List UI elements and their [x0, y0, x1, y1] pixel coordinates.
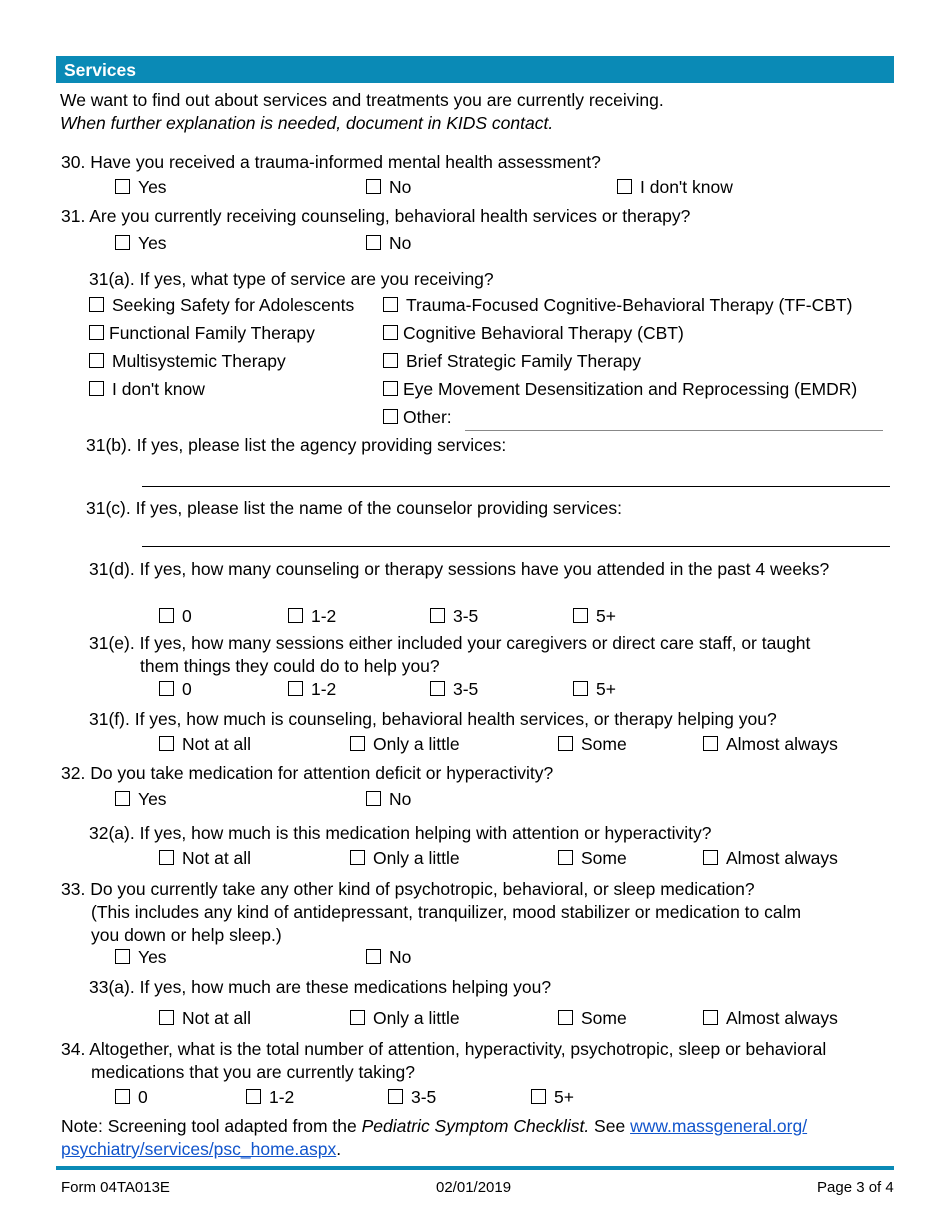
- section-header: [56, 56, 894, 83]
- footer-divider: [56, 1166, 894, 1170]
- checkbox[interactable]: [531, 1089, 546, 1104]
- checkbox[interactable]: [350, 736, 365, 751]
- checkbox[interactable]: [89, 381, 104, 396]
- q31-yes-option[interactable]: Yes: [115, 232, 167, 254]
- q32a-only-a-little-option[interactable]: Only a little: [350, 847, 460, 869]
- intro-text: We want to find out about services and treatments you are currently receiving.: [60, 90, 664, 110]
- q31a-other-input-line[interactable]: [465, 430, 883, 431]
- checkbox[interactable]: [366, 791, 381, 806]
- checkbox[interactable]: [115, 1089, 130, 1104]
- q33a-almost-always-option[interactable]: Almost always: [703, 1007, 838, 1029]
- checkbox[interactable]: [89, 353, 104, 368]
- checkbox[interactable]: [703, 736, 718, 751]
- checkbox[interactable]: [573, 681, 588, 696]
- q32a-some-option[interactable]: Some: [558, 847, 627, 869]
- checkbox[interactable]: [350, 850, 365, 865]
- checkbox[interactable]: [383, 353, 398, 368]
- q31a-multisystemic-option[interactable]: Multisystemic Therapy: [89, 350, 286, 372]
- question-31c: 31(c). If yes, please list the name of the counselor providing services:: [86, 498, 622, 518]
- q31a-emdr-option[interactable]: Eye Movement Desensitization and Reprocessing (EMDR): [383, 378, 857, 400]
- q31-no-option[interactable]: No: [366, 232, 411, 254]
- checkbox[interactable]: [573, 608, 588, 623]
- checkbox[interactable]: [115, 791, 130, 806]
- checkbox[interactable]: [159, 681, 174, 696]
- psc-link[interactable]: www.massgeneral.org/: [630, 1116, 808, 1136]
- q33-yes-option[interactable]: Yes: [115, 946, 167, 968]
- checkbox[interactable]: [159, 608, 174, 623]
- q32-yes-option[interactable]: Yes: [115, 788, 167, 810]
- q30-dont-know-option[interactable]: I don't know: [617, 176, 733, 198]
- checkbox[interactable]: [703, 1010, 718, 1025]
- question-33: 33. Do you currently take any other kind of psychotropic, behavioral, or sleep medication?: [61, 879, 755, 899]
- q32-no-option[interactable]: No: [366, 788, 411, 810]
- question-33-cont-1: (This includes any kind of antidepressant, tranquilizer, mood stabilizer or medication to calm: [91, 902, 802, 922]
- checkbox[interactable]: [430, 681, 445, 696]
- checkbox[interactable]: [159, 736, 174, 751]
- q31e-option-0[interactable]: 0: [159, 678, 192, 700]
- q31c-counselor-input-line[interactable]: [142, 546, 890, 547]
- question-31e-cont: them things they could do to help you?: [140, 656, 440, 676]
- q31a-other-option[interactable]: Other:: [383, 406, 452, 428]
- checkbox[interactable]: [159, 1010, 174, 1025]
- q31d-option-5-plus[interactable]: 5+: [573, 605, 616, 627]
- footer-date: 02/01/2019: [436, 1179, 512, 1196]
- question-33a: 33(a). If yes, how much are these medications helping you?: [89, 977, 552, 997]
- q31f-some-option[interactable]: Some: [558, 733, 627, 755]
- question-31: 31. Are you currently receiving counseling, behavioral health services or therapy?: [61, 206, 691, 226]
- q31a-dont-know-option[interactable]: I don't know: [89, 378, 205, 400]
- question-31e: 31(e). If yes, how many sessions either included your caregivers or direct care staff, or taught: [89, 633, 811, 653]
- q31b-agency-input-line[interactable]: [142, 486, 890, 487]
- q34-option-1-2[interactable]: 1-2: [246, 1086, 294, 1108]
- q31e-option-5-plus[interactable]: 5+: [573, 678, 616, 700]
- question-32a: 32(a). If yes, how much is this medication helping with attention or hyperactivity?: [89, 823, 712, 843]
- q31a-cbt-option[interactable]: Cognitive Behavioral Therapy (CBT): [383, 322, 684, 344]
- checkbox[interactable]: [558, 1010, 573, 1025]
- q31d-option-3-5[interactable]: 3-5: [430, 605, 478, 627]
- q33-no-option[interactable]: No: [366, 946, 411, 968]
- q31a-tf-cbt-option[interactable]: Trauma-Focused Cognitive-Behavioral Therapy (TF-CBT): [383, 294, 852, 316]
- q31d-option-1-2[interactable]: 1-2: [288, 605, 336, 627]
- checkbox[interactable]: [366, 949, 381, 964]
- checkbox[interactable]: [383, 297, 398, 312]
- question-31d: 31(d). If yes, how many counseling or therapy sessions have you attended in the past 4 weeks?: [89, 559, 830, 579]
- question-31f: 31(f). If yes, how much is counseling, behavioral health services, or therapy helping you?: [89, 709, 777, 729]
- footer-form-number: Form 04TA013E: [61, 1179, 170, 1196]
- intro-instruction: When further explanation is needed, document in KIDS contact.: [60, 113, 554, 133]
- checkbox[interactable]: [366, 179, 381, 194]
- q31a-seeking-safety-option[interactable]: Seeking Safety for Adolescents: [89, 294, 354, 316]
- psc-link-cont[interactable]: psychiatry/services/psc_home.aspx: [61, 1139, 337, 1159]
- question-31b: 31(b). If yes, please list the agency providing services:: [86, 435, 507, 455]
- checkbox[interactable]: [703, 850, 718, 865]
- question-32: 32. Do you take medication for attention deficit or hyperactivity?: [61, 763, 554, 783]
- note: Note: Screening tool adapted from the Pediatric Symptom Checklist. See www.massgeneral.org/: [61, 1116, 808, 1136]
- q31d-option-0[interactable]: 0: [159, 605, 192, 627]
- checkbox[interactable]: [159, 850, 174, 865]
- checkbox[interactable]: [558, 850, 573, 865]
- checkbox[interactable]: [288, 608, 303, 623]
- q34-option-5-plus[interactable]: 5+: [531, 1086, 574, 1108]
- checkbox[interactable]: [558, 736, 573, 751]
- q32a-almost-always-option[interactable]: Almost always: [703, 847, 838, 869]
- q31a-functional-family-option[interactable]: Functional Family Therapy: [89, 322, 315, 344]
- checkbox[interactable]: [383, 381, 398, 396]
- checkbox[interactable]: [246, 1089, 261, 1104]
- checkbox[interactable]: [288, 681, 303, 696]
- note-cont: psychiatry/services/psc_home.aspx.: [61, 1139, 342, 1159]
- checkbox[interactable]: [115, 179, 130, 194]
- checkbox[interactable]: [115, 235, 130, 250]
- q33a-only-a-little-option[interactable]: Only a little: [350, 1007, 460, 1029]
- q31f-not-at-all-option[interactable]: Not at all: [159, 733, 251, 755]
- q31e-option-3-5[interactable]: 3-5: [430, 678, 478, 700]
- q31f-only-a-little-option[interactable]: Only a little: [350, 733, 460, 755]
- checkbox[interactable]: [366, 235, 381, 250]
- checkbox[interactable]: [617, 179, 632, 194]
- q34-option-0[interactable]: 0: [115, 1086, 148, 1108]
- checkbox[interactable]: [383, 325, 398, 340]
- q31e-option-1-2[interactable]: 1-2: [288, 678, 336, 700]
- question-33-cont-2: you down or help sleep.): [91, 925, 282, 945]
- question-31a: 31(a). If yes, what type of service are you receiving?: [89, 269, 494, 289]
- question-30: 30. Have you received a trauma-informed mental health assessment?: [61, 152, 601, 172]
- section-title: Services: [64, 60, 137, 80]
- q30-yes-option[interactable]: Yes: [115, 176, 167, 198]
- checkbox[interactable]: [383, 409, 398, 424]
- q31f-almost-always-option[interactable]: Almost always: [703, 733, 838, 755]
- q34-option-3-5[interactable]: 3-5: [388, 1086, 436, 1108]
- checkbox[interactable]: [350, 1010, 365, 1025]
- question-34-cont: medications that you are currently taking?: [91, 1062, 415, 1082]
- q31a-brief-strategic-option[interactable]: Brief Strategic Family Therapy: [383, 350, 641, 372]
- checkbox[interactable]: [115, 949, 130, 964]
- footer-page-number: Page 3 of 4: [817, 1179, 894, 1196]
- q33a-not-at-all-option[interactable]: Not at all: [159, 1007, 251, 1029]
- question-34: 34. Altogether, what is the total number of attention, hyperactivity, psychotropic, sleep or behavioral: [61, 1039, 827, 1059]
- q30-no-option[interactable]: No: [366, 176, 411, 198]
- checkbox[interactable]: [89, 297, 104, 312]
- checkbox[interactable]: [89, 325, 104, 340]
- checkbox[interactable]: [430, 608, 445, 623]
- q33a-some-option[interactable]: Some: [558, 1007, 627, 1029]
- checkbox[interactable]: [388, 1089, 403, 1104]
- q32a-not-at-all-option[interactable]: Not at all: [159, 847, 251, 869]
